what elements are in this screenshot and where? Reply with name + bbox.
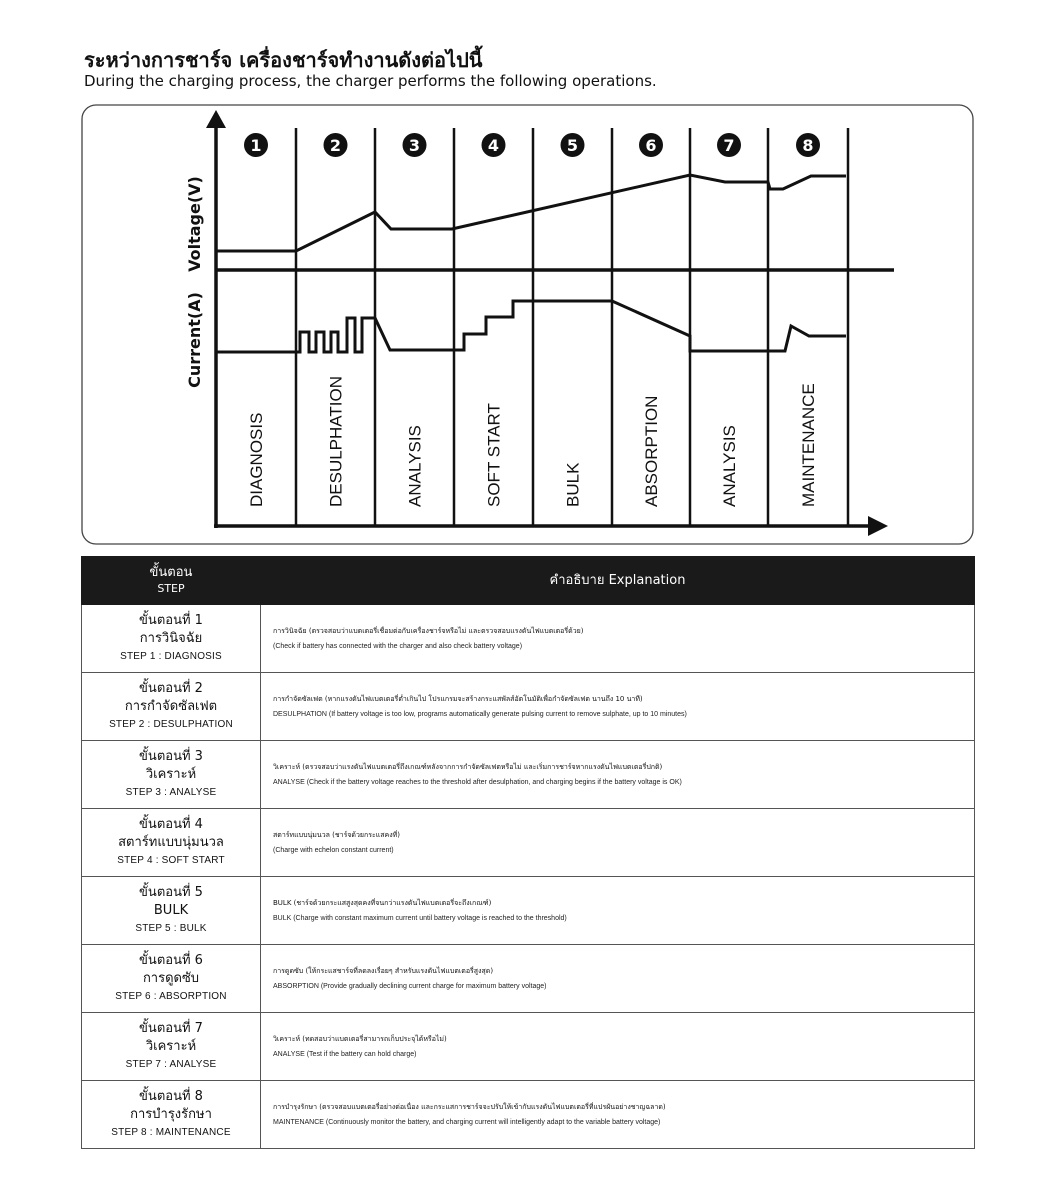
step-name-thai: การวินิจฉัย bbox=[139, 630, 203, 646]
header-explanation: คำอธิบาย Explanation bbox=[261, 557, 975, 605]
table-header-row bbox=[82, 557, 975, 605]
explanation-english: (Check if battery has connected with the charger and also check battery voltage) bbox=[273, 643, 523, 650]
explanation-thai: วิเคราะห์ (ตรวจสอบว่าแรงดันไฟแบตเตอรี่ถึงเกณฑ์หลังจากการกำจัดซัลเฟตหรือไม่ และเริ่มการชาร์จหากแรงดันไฟแบตเตอรี่ปกติ) bbox=[273, 763, 663, 771]
phase-label: MAINTENANCE bbox=[799, 383, 818, 507]
explanation-english: DESULPHATION (If battery voltage is too low, programs automatically generate pulsing current to remove sulphate, up to 10 minutes) bbox=[273, 711, 687, 718]
steps-table bbox=[81, 556, 975, 1149]
phase-label: DESULPHATION bbox=[326, 376, 346, 507]
phase-number: 4 bbox=[487, 136, 500, 155]
explanation-cell bbox=[261, 1081, 975, 1149]
phase-number: 5 bbox=[566, 136, 579, 155]
explanation-thai: วิเคราะห์ (ทดสอบว่าแบตเตอรี่สามารถเก็บประจุได้หรือไม่) bbox=[273, 1035, 447, 1043]
step-cell bbox=[82, 741, 261, 809]
step-number-thai: ขั้นตอนที่ 6 bbox=[139, 952, 203, 968]
step-number-thai: ขั้นตอนที่ 2 bbox=[139, 680, 203, 696]
explanation-thai: BULK (ชาร์จด้วยกระแสสูงสุดคงที่จนกว่าแรงดันไฟแบตเตอรี่จะถึงเกณฑ์) bbox=[273, 899, 492, 907]
page-title-thai: ระหว่างการชาร์จ เครื่องชาร์จทำงานดังต่อไปนี้ bbox=[84, 48, 483, 72]
table-row bbox=[82, 1013, 975, 1081]
phase-number: 7 bbox=[723, 136, 735, 155]
step-number-thai: ขั้นตอนที่ 4 bbox=[139, 816, 203, 832]
step-cell bbox=[82, 809, 261, 877]
explanation-thai: การดูดซับ (ให้กระแสชาร์จที่ลดลงเรื่อยๆ สำหรับแรงดันไฟแบตเตอรี่สูงสุด) bbox=[273, 967, 494, 975]
table-row bbox=[82, 605, 975, 673]
step-cell bbox=[82, 945, 261, 1013]
phase-number: 3 bbox=[408, 136, 421, 155]
explanation-cell bbox=[261, 945, 975, 1013]
phase-label: BULK bbox=[563, 462, 583, 507]
phase-label: ABSORPTION bbox=[642, 395, 661, 507]
step-name-english: STEP 1 : DIAGNOSIS bbox=[120, 650, 222, 662]
step-number-thai: ขั้นตอนที่ 5 bbox=[139, 884, 203, 900]
table-row bbox=[82, 809, 975, 877]
explanation-thai: การบำรุงรักษา (ตรวจสอบแบตเตอรี่อย่างต่อเนื่อง และกระแสการชาร์จจะปรับให้เข้ากับแรงดันไฟแบตเตอรี่ที่แปรผันอย่างชาญฉลาด) bbox=[273, 1103, 666, 1111]
charging-diagram bbox=[0, 0, 1040, 556]
y-axis-arrow bbox=[206, 110, 226, 128]
explanation-cell bbox=[261, 605, 975, 673]
step-name-english: STEP 2 : DESULPHATION bbox=[109, 718, 233, 730]
step-cell bbox=[82, 673, 261, 741]
current-axis-label: Current(A) bbox=[185, 292, 204, 388]
explanation-english: MAINTENANCE (Continuously monitor the battery, and charging current will intelligently adapt to the variable battery voltage) bbox=[273, 1119, 661, 1126]
step-cell bbox=[82, 877, 261, 945]
step-name-english: STEP 6 : ABSORPTION bbox=[115, 990, 227, 1002]
x-axis-arrow bbox=[868, 516, 888, 536]
step-name-thai: BULK bbox=[153, 902, 189, 918]
step-name-english: STEP 5 : BULK bbox=[135, 922, 207, 934]
step-name-thai: การบำรุงรักษา bbox=[130, 1106, 212, 1122]
voltage-axis-label: Voltage(V) bbox=[185, 176, 204, 272]
step-name-thai: การกำจัดซัลเฟต bbox=[124, 698, 218, 714]
phase-number: 1 bbox=[250, 136, 262, 155]
voltage-curve bbox=[216, 175, 846, 251]
step-cell bbox=[82, 605, 261, 673]
phase-number: 6 bbox=[645, 136, 657, 155]
step-name-thai: วิเคราะห์ bbox=[145, 1038, 197, 1054]
phase-number: 2 bbox=[329, 136, 342, 155]
header-step-thai: ขั้นตอน bbox=[149, 564, 193, 580]
explanation-cell bbox=[261, 1013, 975, 1081]
explanation-cell bbox=[261, 673, 975, 741]
step-number-thai: ขั้นตอนที่ 1 bbox=[139, 612, 203, 628]
phase-label: ANALYSIS bbox=[720, 425, 739, 507]
phase-label: SOFT START bbox=[484, 403, 504, 507]
step-number-thai: ขั้นตอนที่ 7 bbox=[139, 1020, 203, 1036]
step-cell bbox=[82, 1013, 261, 1081]
explanation-english: (Charge with echelon constant current) bbox=[273, 847, 394, 854]
explanation-english: ABSORPTION (Provide gradually declining current charge for maximum battery voltage) bbox=[273, 983, 547, 990]
step-name-english: STEP 3 : ANALYSE bbox=[125, 786, 217, 798]
table-row bbox=[82, 741, 975, 809]
step-name-thai: วิเคราะห์ bbox=[145, 766, 197, 782]
header-step-english: STEP bbox=[157, 581, 185, 595]
explanation-thai: การกำจัดซัลเฟต (หากแรงดันไฟแบตเตอรี่ต่ำเกินไป โปรแกรมจะสร้างกระแสพัลส์อัตโนมัติเพื่อกำจัดซัลเฟต นานถึง 10 นาที) bbox=[273, 695, 643, 703]
step-name-thai: การดูดซับ bbox=[142, 970, 200, 986]
phase-label: ANALYSIS bbox=[405, 425, 425, 507]
table-row bbox=[82, 1081, 975, 1149]
step-number-thai: ขั้นตอนที่ 3 bbox=[139, 748, 203, 764]
explanation-english: BULK (Charge with constant maximum current until battery voltage is reached to the threshold) bbox=[273, 915, 567, 922]
step-number-thai: ขั้นตอนที่ 8 bbox=[139, 1088, 203, 1104]
header-step bbox=[82, 557, 261, 605]
step-name-english: STEP 7 : ANALYSE bbox=[125, 1058, 217, 1070]
phase-label: DIAGNOSIS bbox=[247, 412, 266, 507]
step-name-english: STEP 8 : MAINTENANCE bbox=[111, 1126, 231, 1138]
step-name-thai: สตาร์ทแบบนุ่มนวล bbox=[118, 834, 224, 850]
current-curve bbox=[216, 301, 846, 352]
explanation-english: ANALYSE (Check if the battery voltage reaches to the threshold after desulphation, and charging begins if the battery voltage is OK) bbox=[273, 779, 682, 786]
table-row bbox=[82, 673, 975, 741]
explanation-cell bbox=[261, 741, 975, 809]
table-row bbox=[82, 877, 975, 945]
explanation-cell bbox=[261, 809, 975, 877]
page-title-english: During the charging process, the charger performs the following operations. bbox=[84, 72, 657, 90]
explanation-thai: การวินิจฉัย (ตรวจสอบว่าแบตเตอรี่เชื่อมต่อกับเครื่องชาร์จหรือไม่ และตรวจสอบแรงดันไฟแบตเตอรี่ด้วย) bbox=[273, 627, 584, 635]
table-row bbox=[82, 945, 975, 1013]
phase-number: 8 bbox=[802, 136, 814, 155]
step-cell bbox=[82, 1081, 261, 1149]
explanation-english: ANALYSE (Test if the battery can hold charge) bbox=[273, 1051, 417, 1058]
explanation-thai: สตาร์ทแบบนุ่มนวล (ชาร์จด้วยกระแสคงที่) bbox=[273, 831, 400, 839]
step-name-english: STEP 4 : SOFT START bbox=[117, 854, 225, 866]
explanation-cell bbox=[261, 877, 975, 945]
